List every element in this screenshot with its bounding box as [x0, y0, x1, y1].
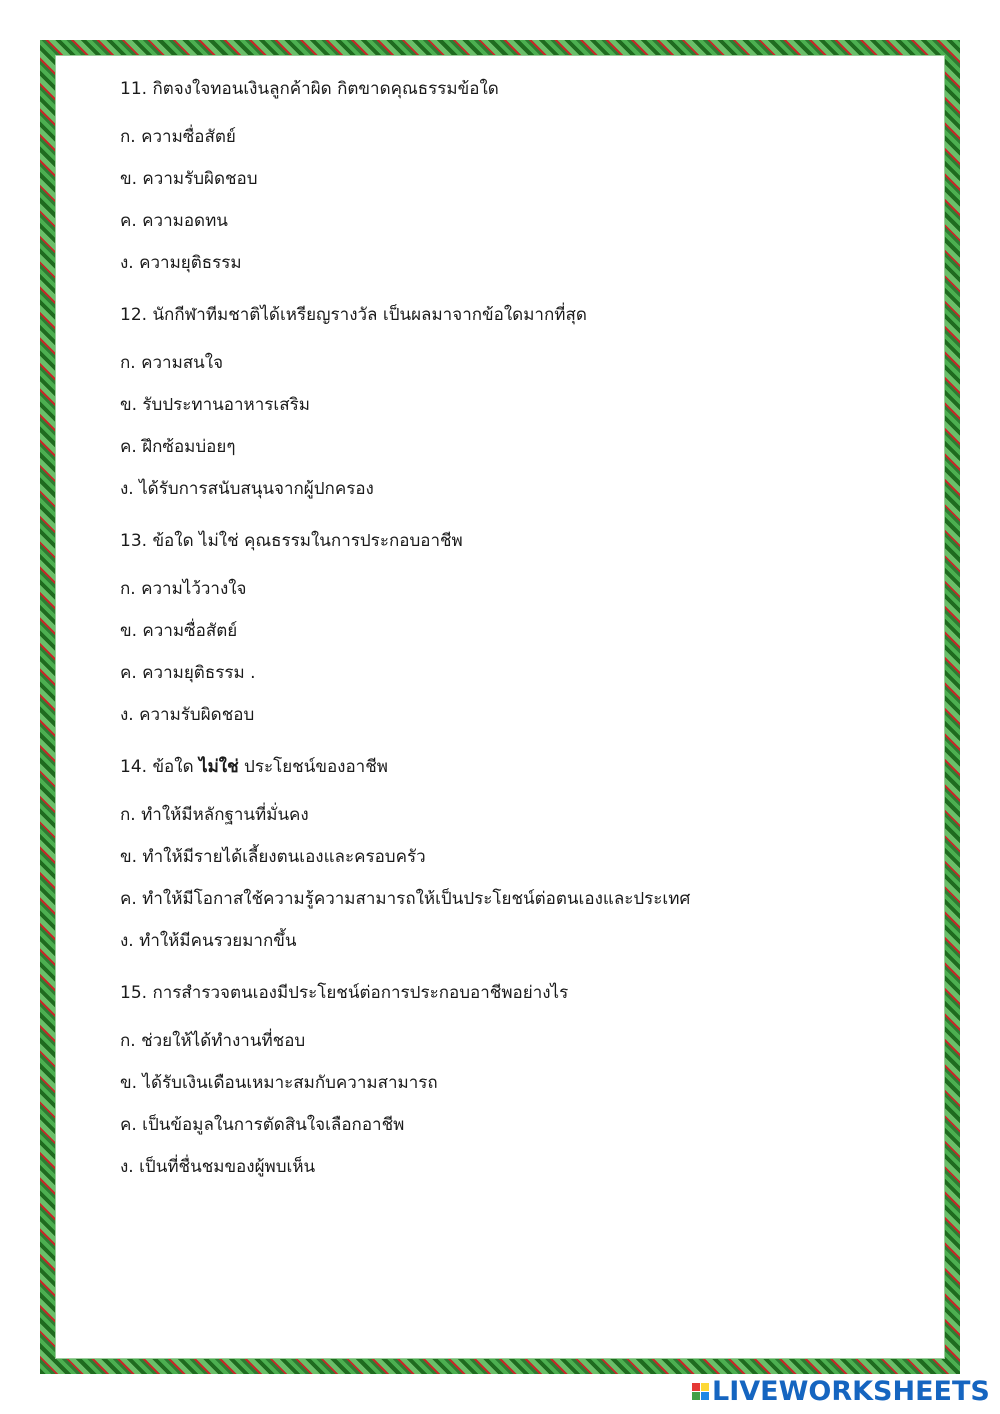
option-a[interactable]: ก. ช่วยให้ได้ทำงานที่ชอบ	[120, 1031, 306, 1051]
option-c[interactable]: ค. ความอดทน	[120, 211, 228, 231]
option-a[interactable]: ก. ความสนใจ	[120, 353, 224, 373]
option-c[interactable]: ค. ความยุติธรรม .	[120, 663, 256, 683]
liveworksheets-logo-icon	[692, 1383, 709, 1400]
prompt-emphasis: ไม่ใช่	[199, 757, 239, 777]
option-b[interactable]: ข. ความรับผิดชอบ	[120, 169, 258, 189]
option-c[interactable]: ค. เป็นข้อมูลในการตัดสินใจเลือกอาชีพ	[120, 1115, 405, 1135]
question-11	[120, 74, 920, 284]
option-a[interactable]: ก. ความซื่อสัตย์	[120, 127, 236, 147]
question-prompt: 11. กิตจงใจทอนเงินลูกค้าผิด กิตขาดคุณธรรมข้อใด	[120, 79, 499, 99]
question-12	[120, 300, 920, 510]
question-prompt: 13. ข้อใด ไม่ใช่ คุณธรรมในการประกอบอาชีพ	[120, 531, 463, 551]
option-b[interactable]: ข. ทำให้มีรายได้เลี้ยงตนเองและครอบครัว	[120, 847, 426, 867]
question-prompt: 15. การสำรวจตนเองมีประโยชน์ต่อการประกอบอาชีพอย่างไร	[120, 983, 569, 1003]
brand-wordmark: LIVEWORKSHEETS	[712, 1375, 990, 1407]
option-d[interactable]: ง. เป็นที่ชื่นชมของผู้พบเห็น	[120, 1157, 316, 1177]
question-14	[120, 752, 920, 962]
question-prompt	[120, 752, 920, 782]
option-a[interactable]: ก. ทำให้มีหลักฐานที่มั่นคง	[120, 805, 309, 825]
question-prompt: 12. นักกีฬาทีมชาติได้เหรียญรางวัล เป็นผลมาจากข้อใดมากที่สุด	[120, 305, 587, 325]
option-d[interactable]: ง. ทำให้มีคนรวยมากขึ้น	[120, 931, 297, 951]
worksheet-content	[120, 74, 920, 1204]
option-d[interactable]: ง. ได้รับการสนับสนุนจากผู้ปกครอง	[120, 479, 374, 499]
prompt-suffix: ประโยชน์ของอาชีพ	[238, 757, 388, 777]
option-d[interactable]: ง. ความรับผิดชอบ	[120, 705, 255, 725]
option-c[interactable]: ค. ทำให้มีโอกาสใช้ความรู้ความสามารถให้เป็นประโยชน์ต่อตนเองและประเทศ	[120, 889, 691, 909]
option-a[interactable]: ก. ความไว้วางใจ	[120, 579, 247, 599]
prompt-prefix: 14. ข้อใด	[120, 757, 200, 777]
option-b[interactable]: ข. ความซื่อสัตย์	[120, 621, 238, 641]
option-b[interactable]: ข. ได้รับเงินเดือนเหมาะสมกับความสามารถ	[120, 1073, 438, 1093]
liveworksheets-branding[interactable]	[692, 1376, 990, 1406]
question-13	[120, 526, 920, 736]
question-15	[120, 978, 920, 1188]
option-d[interactable]: ง. ความยุติธรรม	[120, 253, 242, 273]
option-c[interactable]: ค. ฝึกซ้อมบ่อยๆ	[120, 437, 236, 457]
option-b[interactable]: ข. รับประทานอาหารเสริม	[120, 395, 310, 415]
